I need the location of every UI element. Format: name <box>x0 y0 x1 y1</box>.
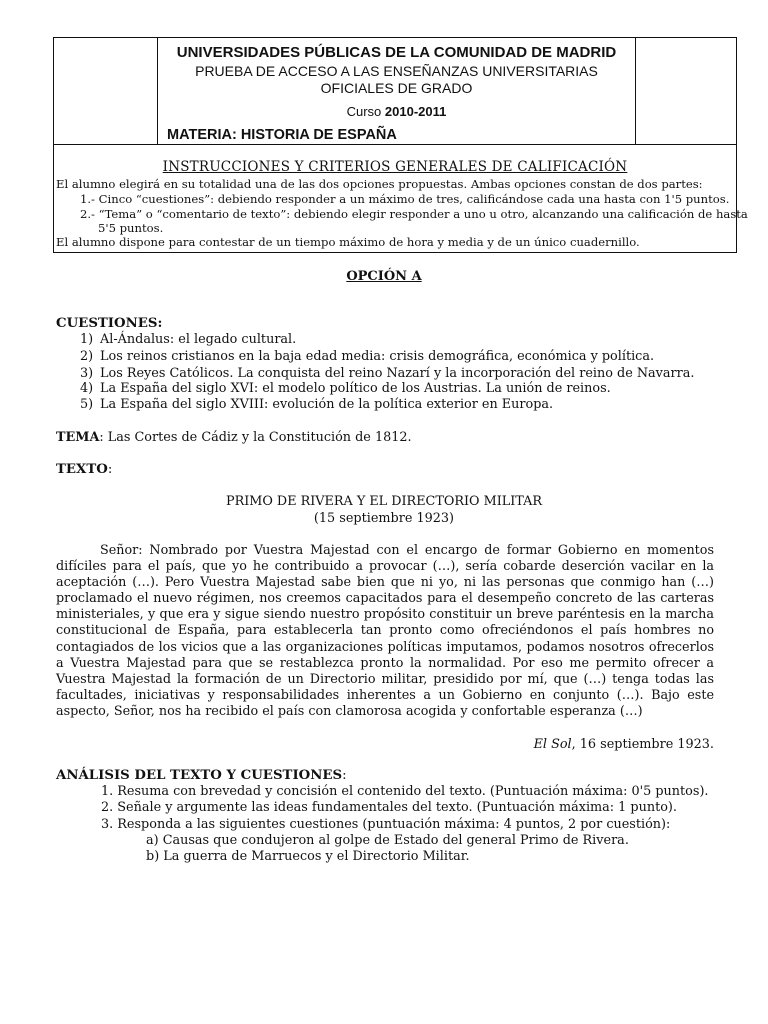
source-date: , 16 septiembre 1923. <box>571 737 714 752</box>
text-date: (15 septiembre 1923) <box>313 511 455 526</box>
source-name: El Sol <box>533 737 572 752</box>
cuestiones-heading: CUESTIONES: <box>56 316 163 331</box>
course-year: 2010-2011 <box>384 104 447 119</box>
test-description <box>158 63 635 97</box>
instruction-line-2: 1.- Cinco “cuestiones”: debiendo responder a un máximo de tres, calificándose cada una hasta con 1'5 puntos. <box>80 192 730 206</box>
tema-line <box>56 430 412 445</box>
question-1: 1. Resuma con brevedad y concisión el contenido del texto. (Puntuación máxima: 0'5 puntos). <box>101 784 709 799</box>
tema-text: : Las Cortes de Cádiz y la Constitución de 1812. <box>99 430 412 445</box>
header-left-cell <box>54 38 158 144</box>
list-item: 4) La España del siglo XVI: el modelo político de los Austrias. La unión de reinos. <box>80 381 611 396</box>
tema-label: TEMA <box>56 430 100 445</box>
list-item: 5) La España del siglo XVIII: evolución de la política exterior en Europa. <box>80 397 554 412</box>
test-line-1: PRUEBA DE ACCESO A LAS ENSEÑANZAS UNIVERSITARIAS <box>195 63 598 79</box>
texto-heading: TEXTO: <box>56 462 113 477</box>
question-3: 3. Responda a las siguientes cuestiones (puntuación máxima: 4 puntos, 2 por cuestión): <box>101 817 671 832</box>
list-item: 3) Los Reyes Católicos. La conquista del reino Nazarí y la incorporación del reino de Navarra. <box>80 366 695 381</box>
university-name: UNIVERSIDADES PÚBLICAS DE LA COMUNIDAD DE MADRID <box>176 44 617 61</box>
text-title: PRIMO DE RIVERA Y EL DIRECTORIO MILITAR <box>225 494 543 509</box>
subject: MATERIA: HISTORIA DE ESPAÑA <box>167 127 397 143</box>
instruction-line-5: El alumno dispone para contestar de un tiempo máximo de hora y media y de un único cuadernillo. <box>56 235 640 249</box>
question-3a: a) Causas que condujeron al golpe de Estado del general Primo de Rivera. <box>146 833 629 848</box>
instruction-line-4: 5'5 puntos. <box>98 221 164 235</box>
text-source <box>534 737 714 752</box>
header-center-cell <box>158 38 635 144</box>
list-item: 1) Al-Ándalus: el legado cultural. <box>80 332 297 347</box>
instructions-box <box>53 145 748 253</box>
question-3b: b) La guerra de Marruecos y el Directorio Militar. <box>146 849 470 864</box>
instruction-line-1: El alumno elegirá en su totalidad una de las dos opciones propuestas. Ambas opciones constan de dos partes: <box>56 177 703 191</box>
course-label: Curso <box>346 104 382 119</box>
option-title: OPCIÓN A <box>346 269 422 284</box>
text-body: Señor: Nombrado por Vuestra Majestad con el encargo de formar Gobierno en momentos difíciles para el país, que yo he contribuido a provocar (…), sería cobarde deserción vacilar en la aceptación (…). Pero Vuestra Majestad sabe bien que ni yo, ni las personas que conmigo han (…) proclamado el nuevo régimen, nos creemos capacitados para el desempeño concreto de las carteras ministeriales, y que era y sigue siendo nuestro propósito constituir un breve paréntesis en la marcha constitucional de España, para establecerla tan pronto como ofreciéndonos el país hombres no contagiados de los vicios que a las organizaciones políticas imputamos, podamos nosotros ofrecerlos a Vuestra Majestad para que se restablezca pronto la normalidad. Por eso me permito ofrecer a Vuestra Majestad la formación de un Directorio militar, presidido por mí, que (…) tenga todas las facultades, iniciativas y responsabilidades inherentes a un Gobierno en conjunto (…). Bajo este aspecto, Señor, nos ha recibido el país con clamorosa acogida y confortable esperanza (…) <box>56 543 714 719</box>
list-item: 2) Los reinos cristianos en la baja edad media: crisis demográfica, económica y política. <box>80 349 655 364</box>
exam-header <box>53 37 737 145</box>
course <box>158 104 635 119</box>
instruction-line-3: 2.- “Tema” o “comentario de texto”: debiendo elegir responder a uno u otro, alcanzando una calificación de hasta <box>80 207 748 221</box>
analisis-heading: ANÁLISIS DEL TEXTO Y CUESTIONES: <box>56 768 347 783</box>
test-line-2: OFICIALES DE GRADO <box>320 80 473 96</box>
instructions-title: INSTRUCCIONES Y CRITERIOS GENERALES DE CALIFICACIÓN <box>162 159 628 175</box>
question-2: 2. Señale y argumente las ideas fundamentales del texto. (Puntuación máxima: 1 punto). <box>101 800 677 815</box>
header-right-cell <box>635 38 736 144</box>
